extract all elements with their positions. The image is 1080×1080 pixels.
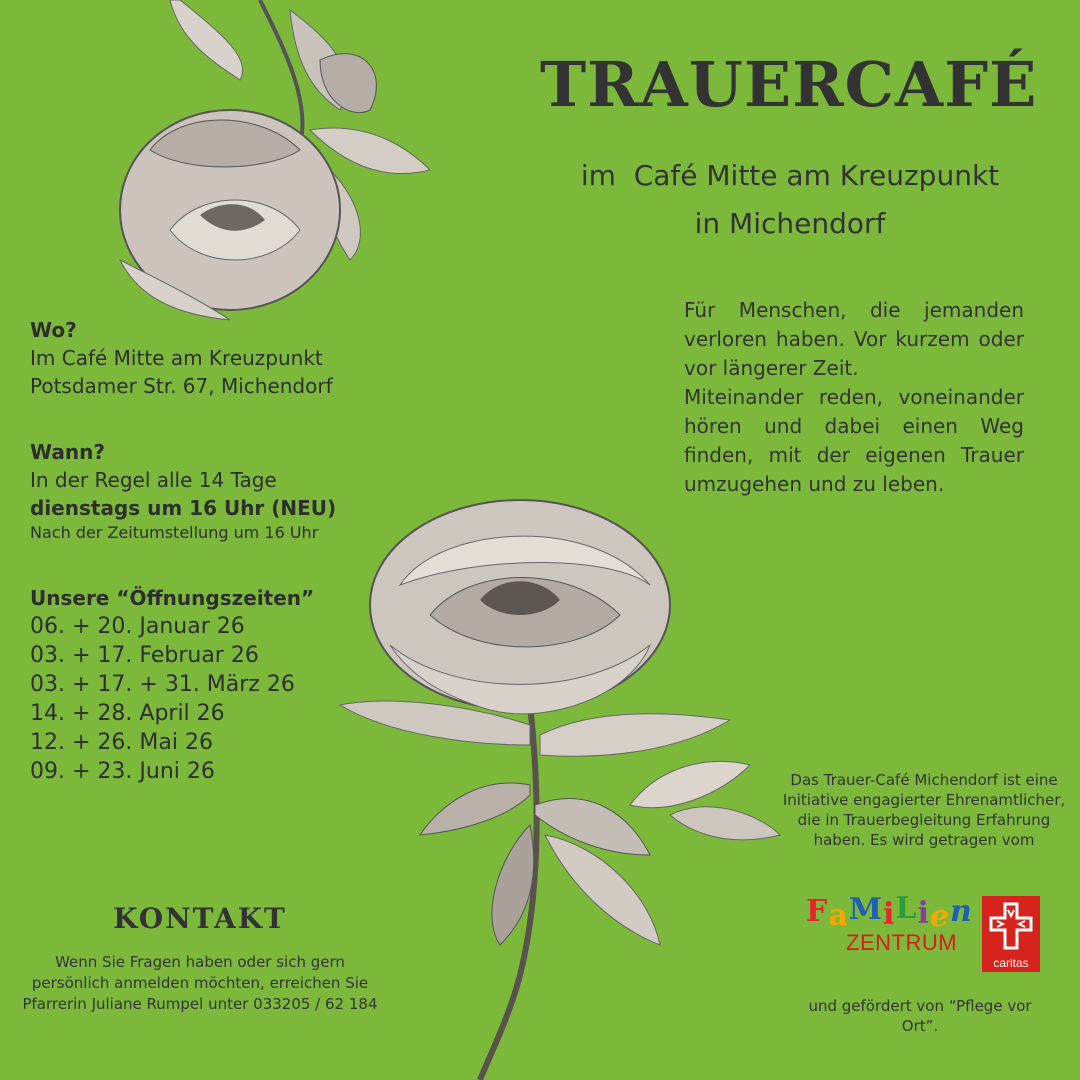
where-section	[30, 316, 410, 400]
familien-letter: n	[949, 894, 973, 929]
date-item: 03. + 17. + 31. März 26	[30, 672, 295, 697]
caritas-cross-icon	[982, 898, 1040, 956]
date-item: 09. + 23. Juni 26	[30, 759, 215, 784]
subtitle-line-2: in Michendorf	[694, 207, 886, 240]
caritas-wordmark: caritas	[993, 956, 1029, 970]
familien-wordmark	[806, 891, 976, 934]
date-item: 14. + 28. April 26	[30, 701, 225, 726]
intro-paragraph-1: Für Menschen, die jemanden verloren haben. Vor kurzem oder vor längerer Zeit.	[684, 298, 1024, 380]
funding-text: und gefördert von “Pflege vor Ort”.	[808, 997, 1032, 1035]
where-label: Wo?	[30, 318, 77, 342]
dates-section	[30, 584, 410, 786]
where-line-2: Potsdamer Str. 67, Michendorf	[30, 374, 333, 398]
caritas-logo	[982, 896, 1040, 972]
familien-letter: M	[848, 892, 883, 927]
familien-letter: i	[882, 897, 896, 932]
familienzentrum-logo	[806, 891, 976, 974]
familien-letter: a	[828, 898, 849, 933]
contact-title: KONTAKT	[113, 902, 287, 935]
subtitle-line-1: im Café Mitte am Kreuzpunkt	[580, 159, 1000, 192]
familien-letter: L	[895, 891, 918, 926]
intro-paragraph-2: Miteinander reden, voneinander hören und dabei einen Weg finden, mit der eigenen Trauer umzugehen und zu leben.	[684, 385, 1024, 496]
when-line-2: dienstags um 16 Uhr (NEU)	[30, 496, 337, 520]
when-label: Wann?	[30, 440, 105, 464]
rose-illustration-top	[60, 0, 430, 330]
date-item: 12. + 26. Mai 26	[30, 730, 213, 755]
when-line-1: In der Regel alle 14 Tage	[30, 468, 277, 492]
initiative-text: Das Trauer-Café Michendorf ist eine Initiative engagierter Ehrenamtlicher, die in Trauerbegleitung Erfahrung haben. Es wird getragen vom	[782, 771, 1066, 849]
familien-letter: F	[806, 894, 829, 929]
contact-text: Wenn Sie Fragen haben oder sich gern persönlich anmelden möchten, erreichen Sie Pfarrerin Juliane Rumpel unter 033205 / 62 184	[22, 953, 378, 1013]
familien-letter: i	[917, 896, 930, 931]
rose-illustration-center	[330, 495, 790, 1080]
familien-letter: e	[929, 899, 950, 934]
subtitle	[540, 152, 1040, 248]
zentrum-wordmark: ZENTRUM	[846, 930, 958, 955]
when-section	[30, 438, 410, 544]
dates-label: Unsere “Öffnungszeiten”	[30, 586, 315, 610]
where-line-1: Im Café Mitte am Kreuzpunkt	[30, 346, 323, 370]
date-item: 03. + 17. Februar 26	[30, 643, 259, 668]
date-item: 06. + 20. Januar 26	[30, 614, 245, 639]
page-title: TRAUERCAFÉ	[540, 48, 1038, 121]
intro-text	[684, 296, 1024, 499]
when-line-3: Nach der Zeitumstellung um 16 Uhr	[30, 523, 319, 542]
